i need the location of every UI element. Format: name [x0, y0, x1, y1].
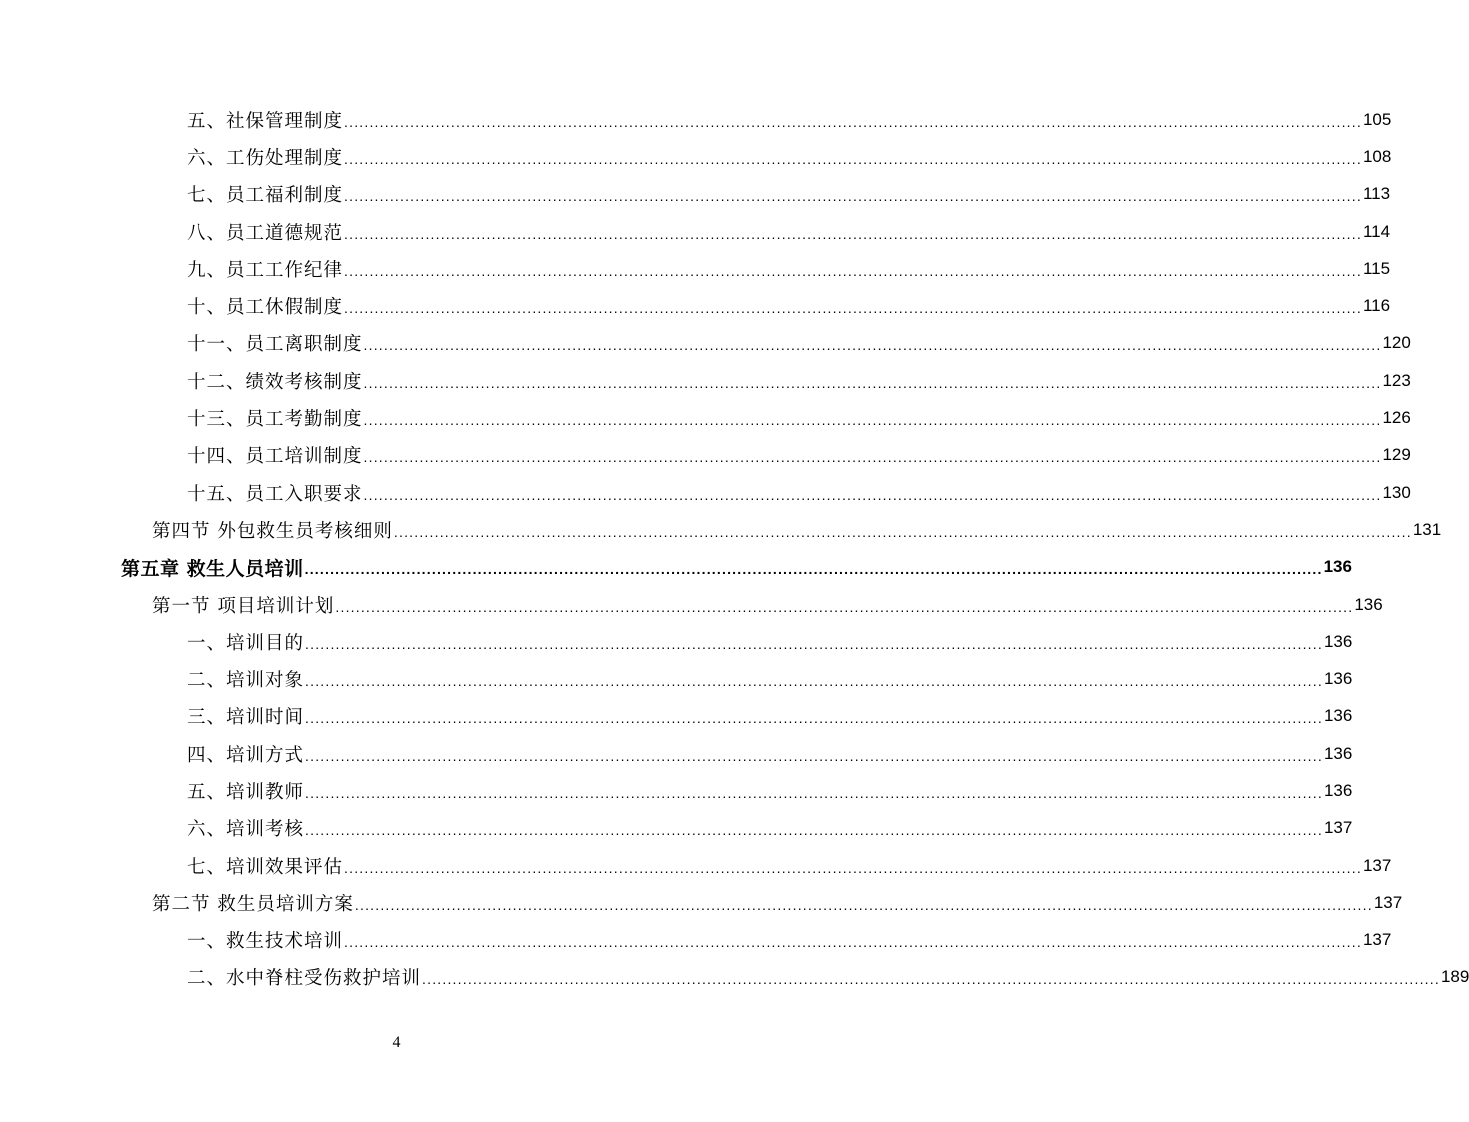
- toc-entry[interactable]: [0, 922, 1392, 959]
- toc-entry-page: 189: [1440, 967, 1469, 987]
- toc-leader-dots: ........................................................................................................................................................................................................: [344, 934, 1362, 951]
- toc-entry-page: 137: [1323, 818, 1353, 838]
- toc-entry[interactable]: [0, 362, 1411, 399]
- toc-entry-title: 九、员工工作纪律: [187, 259, 344, 281]
- toc-leader-dots: ........................................................................................................................................................................................................: [363, 337, 1382, 354]
- toc-entry-title: 五、培训教师: [187, 781, 305, 803]
- toc-leader-dots: ........................................................................................................................................................................................................: [363, 374, 1382, 391]
- toc-leader-dots: ........................................................................................................................................................................................................: [344, 300, 1362, 317]
- toc-entry-page: 137: [1373, 892, 1403, 912]
- toc-entry-title: 十二、绩效考核制度: [187, 371, 363, 393]
- toc-entry-page: 136: [1323, 669, 1353, 689]
- toc-leader-dots: ........................................................................................................................................................................................................: [363, 486, 1382, 503]
- toc-entry-page: 136: [1323, 557, 1352, 577]
- toc-entry-title: 十、员工休假制度: [187, 297, 344, 319]
- page-number: 4: [392, 1034, 401, 1051]
- toc-entry-page: 105: [1362, 109, 1392, 129]
- toc-entry-title: 三、培训时间: [187, 707, 305, 729]
- toc-leader-dots: ........................................................................................................................................................................................................: [304, 561, 1323, 578]
- toc-entry-title: 十五、员工入职要求: [187, 483, 363, 505]
- toc-entry-title: 六、培训考核: [187, 819, 305, 841]
- toc-entry-title: 第一节 项目培训计划: [152, 595, 335, 617]
- toc-entry-title: 一、培训目的: [187, 632, 305, 654]
- toc-entry-page: 136: [1323, 706, 1353, 726]
- toc-leader-dots: ........................................................................................................................................................................................................: [305, 747, 1323, 764]
- toc-leader-dots: ........................................................................................................................................................................................................: [344, 188, 1362, 205]
- toc-leader-dots: ........................................................................................................................................................................................................: [344, 859, 1362, 876]
- toc-entry[interactable]: [0, 399, 1411, 436]
- toc-leader-dots: ........................................................................................................................................................................................................: [354, 896, 1373, 913]
- toc-leader-dots: ........................................................................................................................................................................................................: [344, 225, 1362, 242]
- toc-entry-page: 126: [1382, 408, 1411, 428]
- toc-leader-dots: ........................................................................................................................................................................................................: [305, 635, 1323, 652]
- toc-entry-page: 130: [1382, 482, 1411, 502]
- toc-leader-dots: ........................................................................................................................................................................................................: [305, 784, 1323, 801]
- toc-entry-page: 113: [1362, 184, 1391, 204]
- toc-entry-page: 136: [1323, 743, 1353, 763]
- toc-entry-page: 115: [1362, 258, 1391, 278]
- toc-entry[interactable]: [0, 549, 1352, 586]
- toc-entry[interactable]: [0, 213, 1391, 250]
- toc-entry[interactable]: [0, 884, 1403, 921]
- toc-leader-dots: ........................................................................................................................................................................................................: [363, 449, 1382, 466]
- toc-entry[interactable]: [0, 176, 1391, 213]
- toc-entry[interactable]: [0, 586, 1383, 623]
- toc-entry-title: 二、培训对象: [187, 670, 305, 692]
- toc-entry-page: 136: [1323, 780, 1353, 800]
- toc-entry[interactable]: [0, 474, 1411, 511]
- toc-leader-dots: ........................................................................................................................................................................................................: [344, 150, 1362, 167]
- toc-entry[interactable]: [0, 250, 1391, 287]
- toc-entry-title: 第五章 救生人员培训: [121, 557, 304, 580]
- toc-entry[interactable]: [0, 287, 1391, 324]
- toc-entry-title: 二、水中脊柱受伤救护培训: [187, 968, 422, 990]
- toc-entry[interactable]: [0, 101, 1392, 138]
- toc-entry[interactable]: [0, 325, 1411, 362]
- toc-entry-title: 十一、员工离职制度: [187, 334, 363, 356]
- toc-entry-title: 第四节 外包救生员考核细则: [152, 520, 393, 542]
- toc-entry[interactable]: [0, 810, 1353, 847]
- toc-entry[interactable]: [0, 959, 1469, 996]
- toc-entry-page: 129: [1382, 445, 1411, 465]
- toc-leader-dots: ........................................................................................................................................................................................................: [344, 113, 1362, 130]
- toc-entry[interactable]: [0, 772, 1353, 809]
- toc-entry[interactable]: [0, 138, 1392, 175]
- table-of-contents: [0, 101, 1469, 996]
- toc-leader-dots: ........................................................................................................................................................................................................: [344, 262, 1362, 279]
- toc-entry-title: 十三、员工考勤制度: [187, 409, 363, 431]
- toc-entry-page: 123: [1382, 370, 1411, 390]
- toc-entry-page: 108: [1362, 146, 1392, 166]
- toc-entry[interactable]: [0, 437, 1411, 474]
- toc-entry[interactable]: [0, 623, 1353, 660]
- toc-entry-title: 五、社保管理制度: [187, 110, 344, 132]
- toc-leader-dots: ........................................................................................................................................................................................................: [393, 523, 1412, 540]
- toc-entry-page: 136: [1323, 631, 1353, 651]
- toc-leader-dots: ........................................................................................................................................................................................................: [305, 673, 1323, 690]
- toc-leader-dots: ........................................................................................................................................................................................................: [335, 598, 1354, 615]
- toc-entry-title: 七、员工福利制度: [187, 185, 344, 207]
- toc-entry-page: 120: [1382, 333, 1411, 353]
- toc-entry-title: 四、培训方式: [187, 744, 305, 766]
- toc-entry-page: 136: [1354, 594, 1383, 614]
- toc-entry-page: 114: [1362, 221, 1391, 241]
- toc-entry-page: 131: [1412, 519, 1442, 539]
- toc-leader-dots: ........................................................................................................................................................................................................: [305, 710, 1323, 727]
- toc-entry-page: 116: [1362, 296, 1391, 316]
- toc-entry-title: 八、员工道德规范: [187, 222, 344, 244]
- toc-entry-page: 137: [1362, 855, 1392, 875]
- toc-entry-title: 七、培训效果评估: [187, 856, 344, 878]
- toc-leader-dots: ........................................................................................................................................................................................................: [422, 971, 1440, 988]
- toc-entry[interactable]: [0, 735, 1353, 772]
- toc-leader-dots: ........................................................................................................................................................................................................: [305, 822, 1323, 839]
- toc-entry-title: 六、工伤处理制度: [187, 147, 344, 169]
- toc-entry[interactable]: [0, 698, 1353, 735]
- toc-entry-title: 一、救生技术培训: [187, 931, 344, 953]
- toc-entry[interactable]: [0, 847, 1392, 884]
- toc-leader-dots: ........................................................................................................................................................................................................: [363, 412, 1382, 429]
- toc-entry-page: 137: [1362, 930, 1392, 950]
- toc-entry-title: 十四、员工培训制度: [187, 446, 363, 468]
- toc-entry-title: 第二节 救生员培训方案: [152, 893, 354, 915]
- toc-entry[interactable]: [0, 660, 1353, 697]
- toc-entry[interactable]: [0, 511, 1442, 548]
